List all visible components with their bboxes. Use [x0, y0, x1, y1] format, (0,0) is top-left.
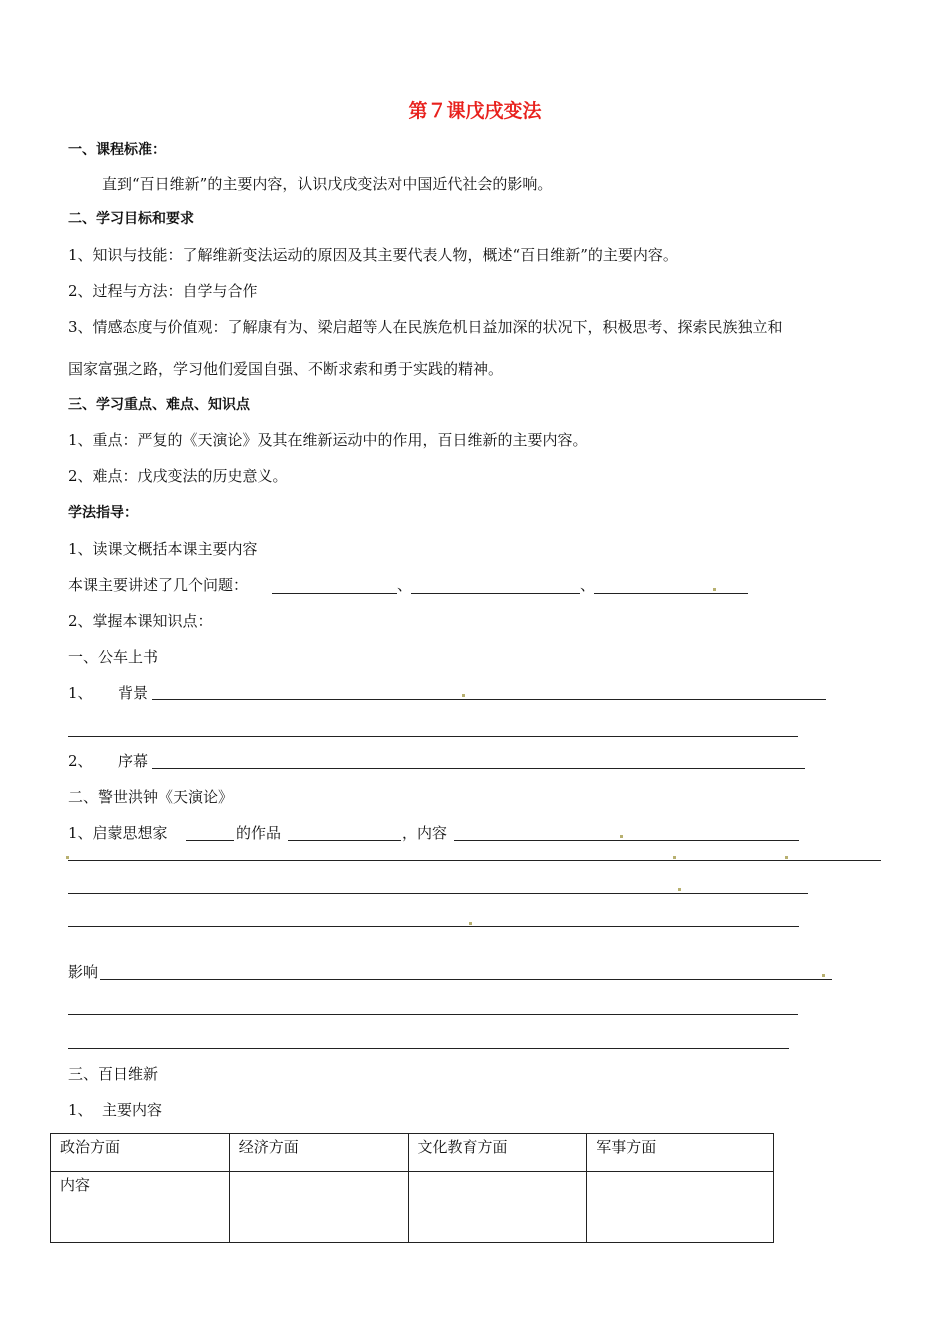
section-heading-guide: 学法指导： — [68, 505, 138, 521]
kp1-number-2: 2、 — [68, 752, 93, 770]
guide-item-2: 2、掌握本课知识点： — [68, 612, 213, 630]
kp1-background-label: 背景 — [118, 684, 149, 702]
standards-text: 直到“百日维新”的主要内容，认识戊戌变法对中国近代社会的影响。 — [102, 175, 553, 193]
kp2-line-a: 1、启蒙思想家 — [68, 824, 168, 842]
table-cell-military[interactable] — [587, 1172, 774, 1243]
section-heading-goals: 二、学习目标和要求 — [68, 211, 194, 227]
kp3-heading: 三、百日维新 — [68, 1065, 159, 1083]
blank-line[interactable] — [288, 840, 401, 841]
goal-item-2: 2、过程与方法：自学与合作 — [68, 282, 258, 300]
guide-item-1: 1、读课文概括本课主要内容 — [68, 540, 258, 558]
table-header-military: 军事方面 — [587, 1134, 774, 1172]
table-row-label: 内容 — [51, 1172, 230, 1243]
mark-dot — [66, 856, 69, 859]
goal-item-3: 3、情感态度与价值观：了解康有为、梁启超等人在民族危机日益加深的状况下，积极思考、探索民族独立和 — [68, 318, 783, 336]
blank-line[interactable] — [454, 840, 799, 841]
table-header-politics: 政治方面 — [51, 1134, 230, 1172]
table-cell-culture-education[interactable] — [408, 1172, 587, 1243]
mark-dot — [822, 974, 825, 977]
blank-line[interactable] — [100, 979, 832, 980]
blank-line[interactable] — [186, 840, 234, 841]
kp1-prelude-label: 序幕 — [118, 752, 149, 770]
mark-dot — [785, 856, 788, 859]
mark-dot — [673, 856, 676, 859]
blank-line[interactable] — [152, 768, 805, 769]
goal-item-1: 1、知识与技能：了解维新变法运动的原因及其主要代表人物，概述“百日维新”的主要内容。 — [68, 246, 678, 264]
guide-separator-1: 、 — [397, 576, 413, 594]
blank-line[interactable] — [272, 593, 397, 594]
blank-line[interactable] — [68, 893, 808, 894]
kp2-heading: 二、警世洪钟《天演论》 — [68, 788, 234, 806]
kp3-sub-label: 主要内容 — [102, 1101, 163, 1119]
table-header-culture-education: 文化教育方面 — [408, 1134, 587, 1172]
guide-separator-2: 、 — [580, 576, 596, 594]
kp3-sub-number: 1、 — [68, 1101, 93, 1119]
mark-dot — [469, 922, 472, 925]
keypoint-item-1: 1、重点：严复的《天演论》及其在维新运动中的作用，百日维新的主要内容。 — [68, 431, 588, 449]
reform-content-table — [50, 1133, 774, 1243]
kp2-impact-label: 影响 — [68, 963, 99, 981]
keypoint-item-2: 2、难点：戊戌变法的历史意义。 — [68, 467, 288, 485]
blank-line[interactable] — [152, 699, 826, 700]
goal-item-3-cont: 国家富强之路，学习他们爱国自强、不断求索和勇于实践的精神。 — [68, 360, 504, 378]
blank-line[interactable] — [68, 1014, 798, 1015]
blank-line[interactable] — [411, 593, 580, 594]
section-heading-standards: 一、课程标准： — [68, 142, 166, 158]
blank-line[interactable] — [68, 736, 798, 737]
mark-dot — [713, 588, 716, 591]
table-header-economy: 经济方面 — [229, 1134, 408, 1172]
mark-dot — [462, 694, 465, 697]
page-title: 第７课戊戌变法 — [408, 100, 542, 122]
blank-line[interactable] — [594, 593, 748, 594]
blank-line[interactable] — [68, 860, 881, 861]
kp1-number-1: 1、 — [68, 684, 93, 702]
blank-line[interactable] — [68, 926, 799, 927]
kp2-line-c: ，内容 — [402, 824, 448, 842]
section-heading-keypoints: 三、学习重点、难点、知识点 — [68, 397, 250, 413]
kp1-heading: 一、公车上书 — [68, 648, 159, 666]
guide-question-label: 本课主要讲述了几个问题： — [68, 576, 249, 594]
blank-line[interactable] — [68, 1048, 789, 1049]
table-cell-economy[interactable] — [229, 1172, 408, 1243]
mark-dot — [620, 835, 623, 838]
kp2-line-b: 的作品 — [236, 824, 282, 842]
mark-dot — [678, 888, 681, 891]
